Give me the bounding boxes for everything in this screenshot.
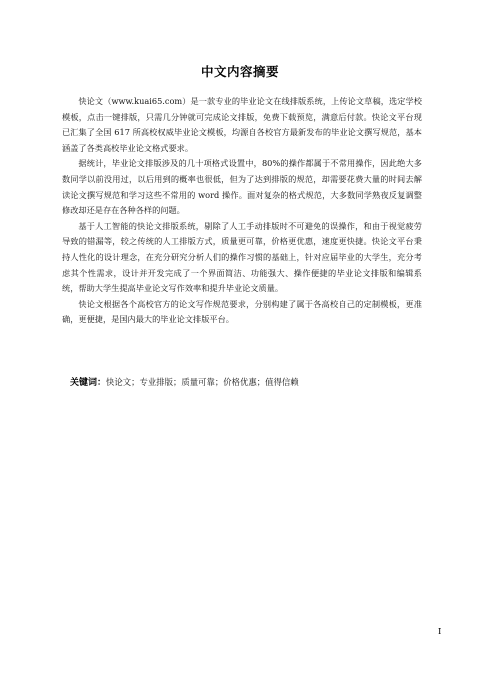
page-number: I xyxy=(438,627,442,637)
abstract-title: 中文内容摘要 xyxy=(200,64,279,79)
keywords-list: 快论文；专业排版；质量可靠；价格优惠；值得信赖 xyxy=(106,377,299,387)
abstract-paragraph-3: 基于人工智能的快论文排版系统，剔除了人工手动排版时不可避免的误操作，和由于视觉疲劳导致的错漏等，较之传统的人工排版方式，质量更可靠，价格更优惠，速度更快捷。快论文平台秉持人性化的设计理念，在充分研究分析人们的操作习惯的基础上，针对应届毕业的大学生，充分考虑其个性需求，设计并开发完成了一个界面简洁、功能强大、操作便捷的毕业论文排版和编辑系统，帮助大学生提高毕业论文写作效率和提升毕业论文质量。 xyxy=(62,220,422,294)
abstract-paragraph-4: 快论文根据各个高校官方的论文写作规范要求，分别构建了属于各高校自己的定制模板，更准确，更便捷，是国内最大的毕业论文排版平台。 xyxy=(62,298,422,325)
abstract-paragraph-1: 快论文（www.kuai65.com）是一款专业的毕业论文在线排版系统，上传论文草稿，选定学校模板，点击一键排版，只需几分钟就可完成论文排版，免费下载预览，满意后付款。快论文平台现已汇集了全国 617 所高校权威毕业论文模板，均源自各校官方最新发布的毕业论文撰写规范，基本涵盖了各类高校毕业论文格式要求。 xyxy=(62,96,422,153)
abstract-paragraph-2: 据统计，毕业论文排版涉及的几十项格式设置中，80%的操作都属于不常用操作，因此绝大多数同学以前没用过，以后用到的概率也很低，但为了达到排版的规范，却需要花费大量的时间去解读论文撰写规范和学习这些不常用的 word 操作。面对复杂的格式规范，大多数同学熟夜反复调整修改却还是存在各种各样的问题。 xyxy=(62,158,422,216)
keywords-label: 关键词： xyxy=(70,378,107,388)
keywords-line xyxy=(70,375,430,388)
abstract-body xyxy=(62,94,422,328)
